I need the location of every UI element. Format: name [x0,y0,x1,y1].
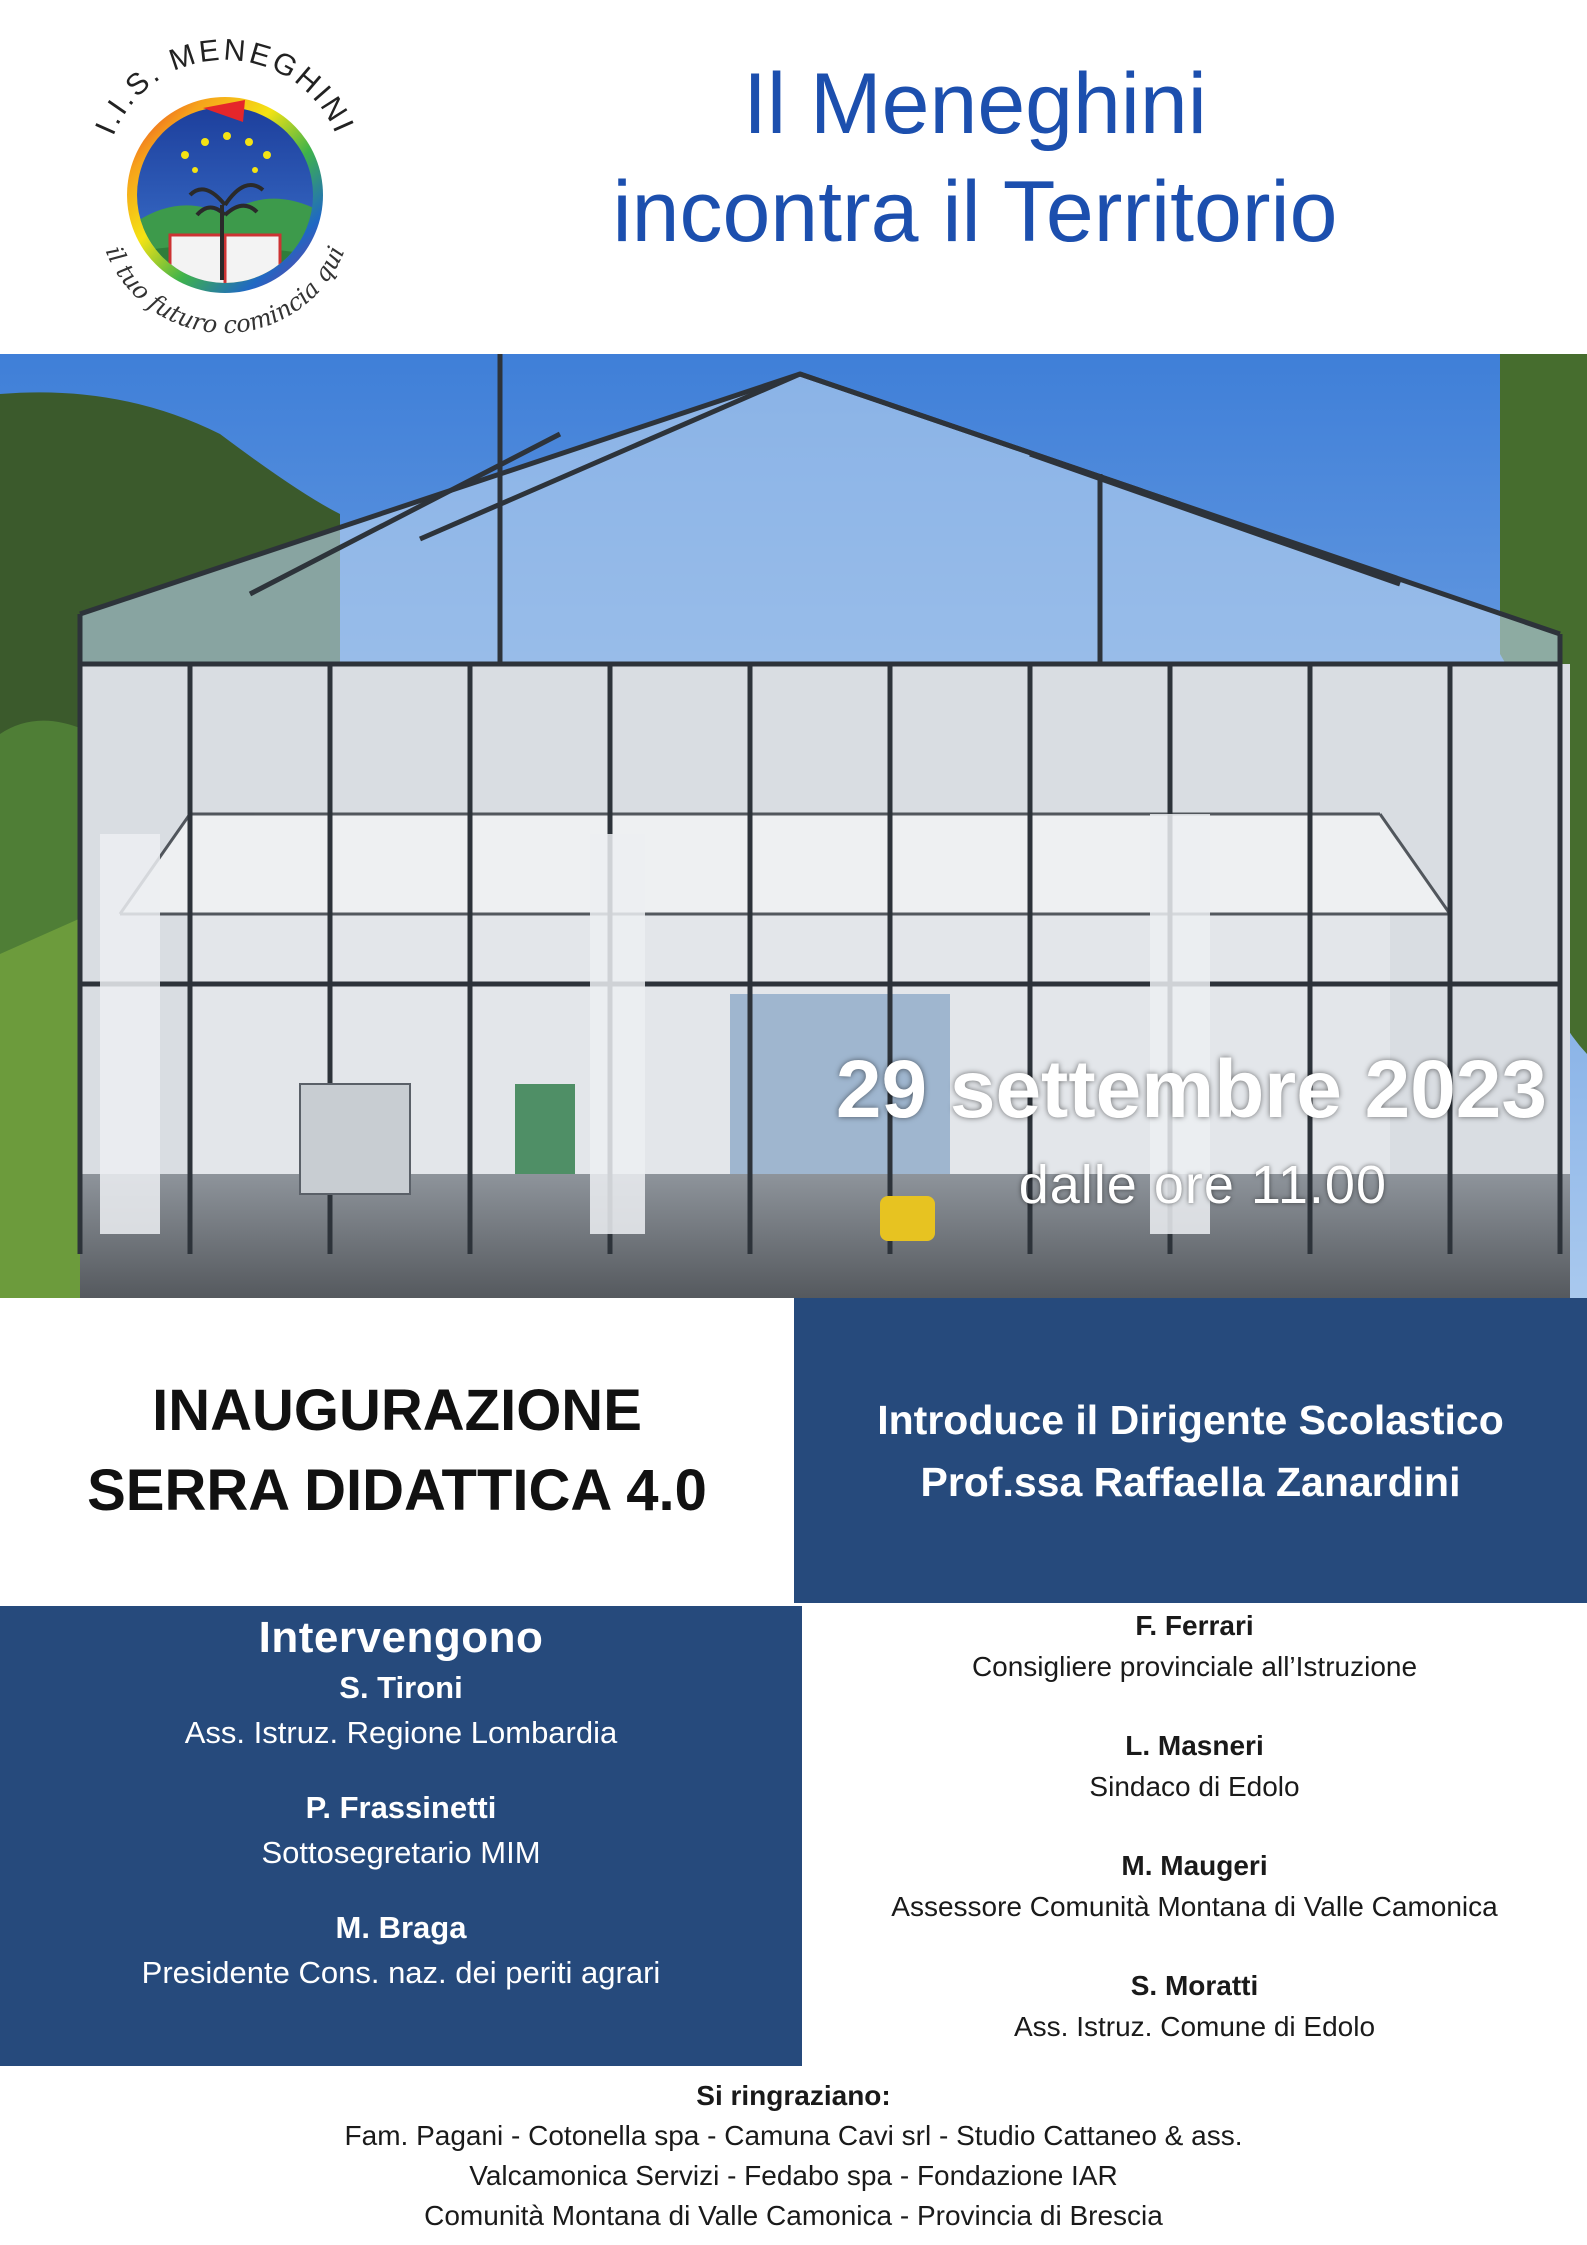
speaker-role: Assessore Comunità Montana di Valle Camonica [891,1891,1498,1922]
thanks-section [0,2076,1587,2236]
speakers-heading: Intervengono [258,1613,544,1662]
speaker-item [0,1906,802,1996]
speaker-item [802,1726,1587,1808]
speaker-name: P. Frassinetti [305,1790,497,1825]
speaker-role: Ass. Istruz. Regione Lombardia [184,1715,618,1750]
speaker-item [0,1786,802,1876]
speaker-role: Ass. Istruz. Comune di Edolo [1013,2011,1376,2042]
speaker-name: L. Masneri [1125,1730,1264,1761]
thanks-heading: Si ringraziano: [696,2080,891,2111]
intro-line-2: Prof.ssa Raffaella Zanardini [920,1458,1461,1505]
speaker-role: Sottosegretario MIM [261,1835,541,1870]
speakers-right-panel [802,1606,1587,2066]
speaker-name: S. Tironi [339,1670,463,1705]
event-date: 29 settembre 2023 [835,1044,1547,1135]
speakers-left-panel [0,1606,802,2066]
page-title [470,50,1480,266]
speaker-item [802,1606,1587,1688]
speaker-name: F. Ferrari [1135,1610,1254,1641]
svg-text:I.I.S. MENEGHINI: I.I.S. MENEGHINI [89,33,361,140]
svg-text:il tuo futuro comincia qui: il tuo futuro comincia qui [99,242,351,340]
speaker-role: Sindaco di Edolo [1089,1771,1300,1802]
speaker-role: Consigliere provinciale all’Istruzione [971,1651,1418,1682]
thanks-line: Fam. Pagani - Cotonella spa - Camuna Cavi srl - Studio Cattaneo & ass. [344,2120,1243,2151]
speaker-name: M. Braga [335,1910,467,1945]
thanks-line: Valcamonica Servizi - Fedabo spa - Fondazione IAR [469,2160,1118,2191]
thanks-line: Comunità Montana di Valle Camonica - Provincia di Brescia [424,2200,1163,2231]
school-logo [75,30,365,340]
event-time: dalle ore 11.00 [1018,1155,1387,1215]
inauguration-box [0,1298,794,1603]
speaker-item [802,1846,1587,1928]
intro-box [794,1298,1587,1603]
inauguration-line-2: SERRA DIDATTICA 4.0 [87,1457,707,1523]
title-line-1: Il Meneghini [743,56,1207,152]
inauguration-line-1: INAUGURAZIONE [152,1377,642,1443]
logo-emblem-icon [75,30,365,340]
speaker-item [802,1966,1587,2048]
intro-line-1: Introduce il Dirigente Scolastico [877,1396,1504,1443]
speaker-item [0,1666,802,1756]
speaker-role: Presidente Cons. naz. dei periti agrari [141,1955,661,1990]
speaker-name: M. Maugeri [1121,1850,1268,1881]
speaker-name: S. Moratti [1130,1970,1259,2001]
title-line-2: incontra il Territorio [612,164,1338,260]
